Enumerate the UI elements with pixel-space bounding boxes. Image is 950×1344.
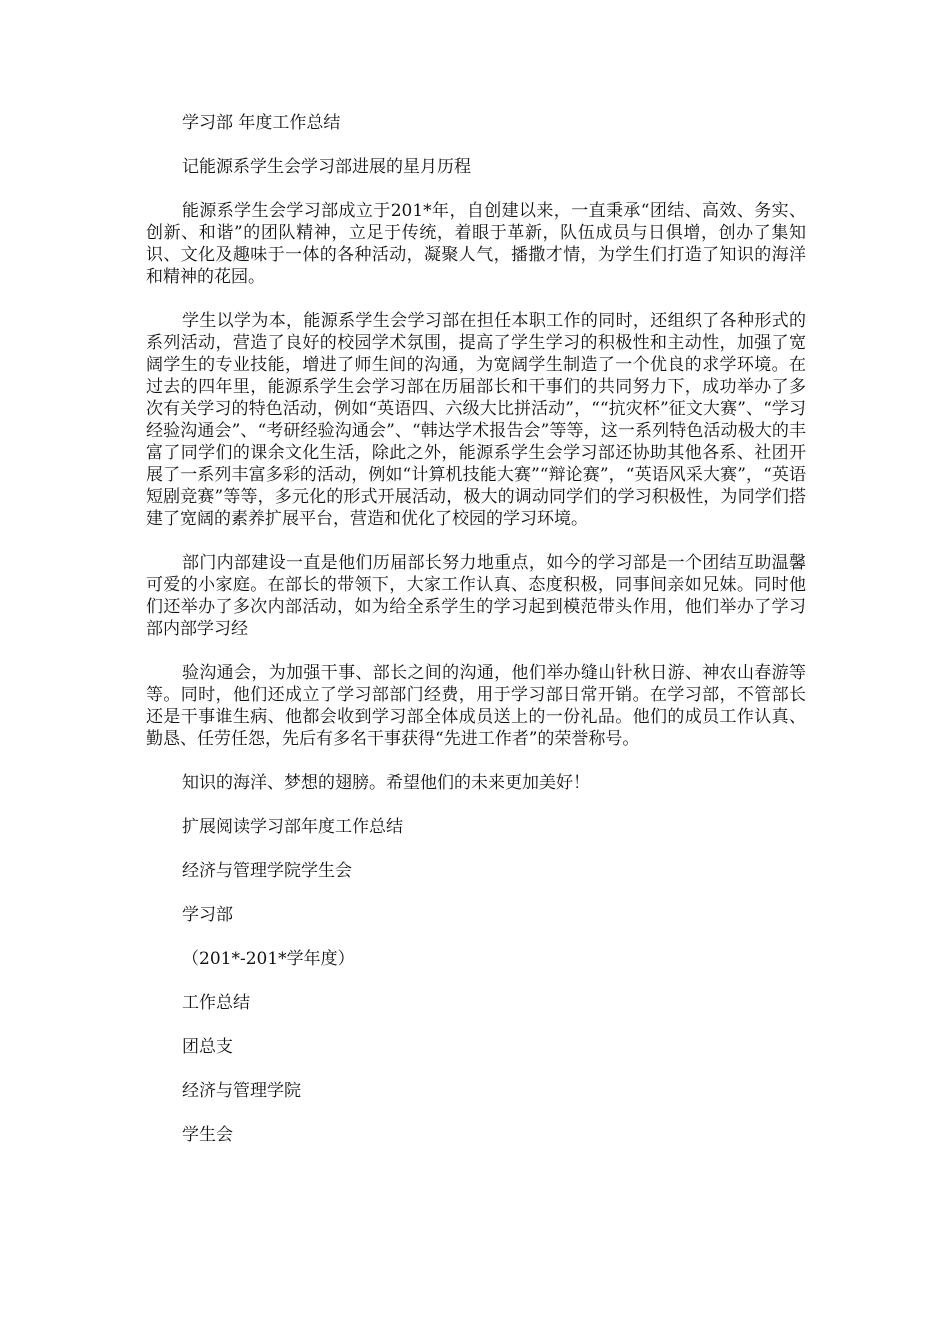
- line-work-summary: 工作总结: [182, 993, 250, 1013]
- line-college-union: 经济与管理学院学生会: [182, 861, 352, 881]
- document-subtitle: 记能源系学生会学习部进展的星月历程: [182, 157, 471, 177]
- paragraph-intro: 能源系学生会学习部成立于201*年，自创建以来，一直秉承“团结、高效、务实、创新、和谐”的团队精神，立足于传统，着眼于革新，队伍成员与日俱增，创办了集知识、文化及趣味于一体的各种活动，凝聚人气，播撒才情，为学生们打造了知识的海洋和精神的花园。: [146, 201, 806, 287]
- line-league-branch: 团总支: [182, 1037, 233, 1057]
- line-student-union: 学生会: [182, 1125, 233, 1145]
- line-study-department: 学习部: [182, 905, 233, 925]
- document-page: [146, 112, 806, 1146]
- line-college: 经济与管理学院: [182, 1081, 301, 1101]
- line-academic-year: （201*-201*学年度）: [182, 949, 355, 969]
- document-title: 学习部 年度工作总结: [182, 113, 341, 133]
- paragraph-activities: 学生以学为本，能源系学生会学习部在担任本职工作的同时，还组织了各种形式的系列活动，营造了良好的校园学术氛围，提高了学生学习的积极性和主动性，加强了宽阔学生的专业技能，增进了师生间的沟通，为宽阔学生制造了一个优良的求学环境。在过去的四年里，能源系学生会学习部在历届部长和干事们的共同努力下，成功举办了多次有关学习的特色活动，例如“英语四、六级大比拼活动”，““抗灾杯”征文大赛”、“学习经验沟通会”、“考研经验沟通会”、“韩达学术报告会”等等，这一系列特色活动极大的丰富了同学们的课余文化生活，除此之外，能源系学生会学习部还协助其他各系、社团开展了一系列丰富多彩的活动，例如“计算机技能大赛”“辩论赛”，“英语风采大赛”，“英语短剧竞赛”等等，多元化的形式开展活动，极大的调动同学们的学习积极性，为同学们搭建了宽阔的素养扩展平台，营造和优化了校园的学习环境。: [146, 311, 806, 529]
- paragraph-internal-continued: 验沟通会，为加强干事、部长之间的沟通，他们举办缝山针秋日游、神农山春游等等。同时，他们还成立了学习部部门经费，用于学习部日常开销。在学习部，不管部长还是干事谁生病、他都会收到学习部全体成员送上的一份礼品。他们的成员工作认真、勤恳、任劳任怨，先后有多名干事获得“先进工作者”的荣誉称号。: [146, 663, 806, 749]
- extended-reading-heading: 扩展阅读学习部年度工作总结: [182, 817, 403, 837]
- paragraph-internal-building: 部门内部建设一直是他们历届部长努力地重点，如今的学习部是一个团结互助温馨可爱的小家庭。在部长的带领下，大家工作认真、态度积极，同事间亲如兄妹。同时他们还举办了多次内部活动，如为给全系学生的学习起到模范带头作用，他们举办了学习部内部学习经: [146, 553, 806, 639]
- paragraph-closing: 知识的海洋、梦想的翅膀。希望他们的未来更加美好！: [182, 773, 590, 793]
